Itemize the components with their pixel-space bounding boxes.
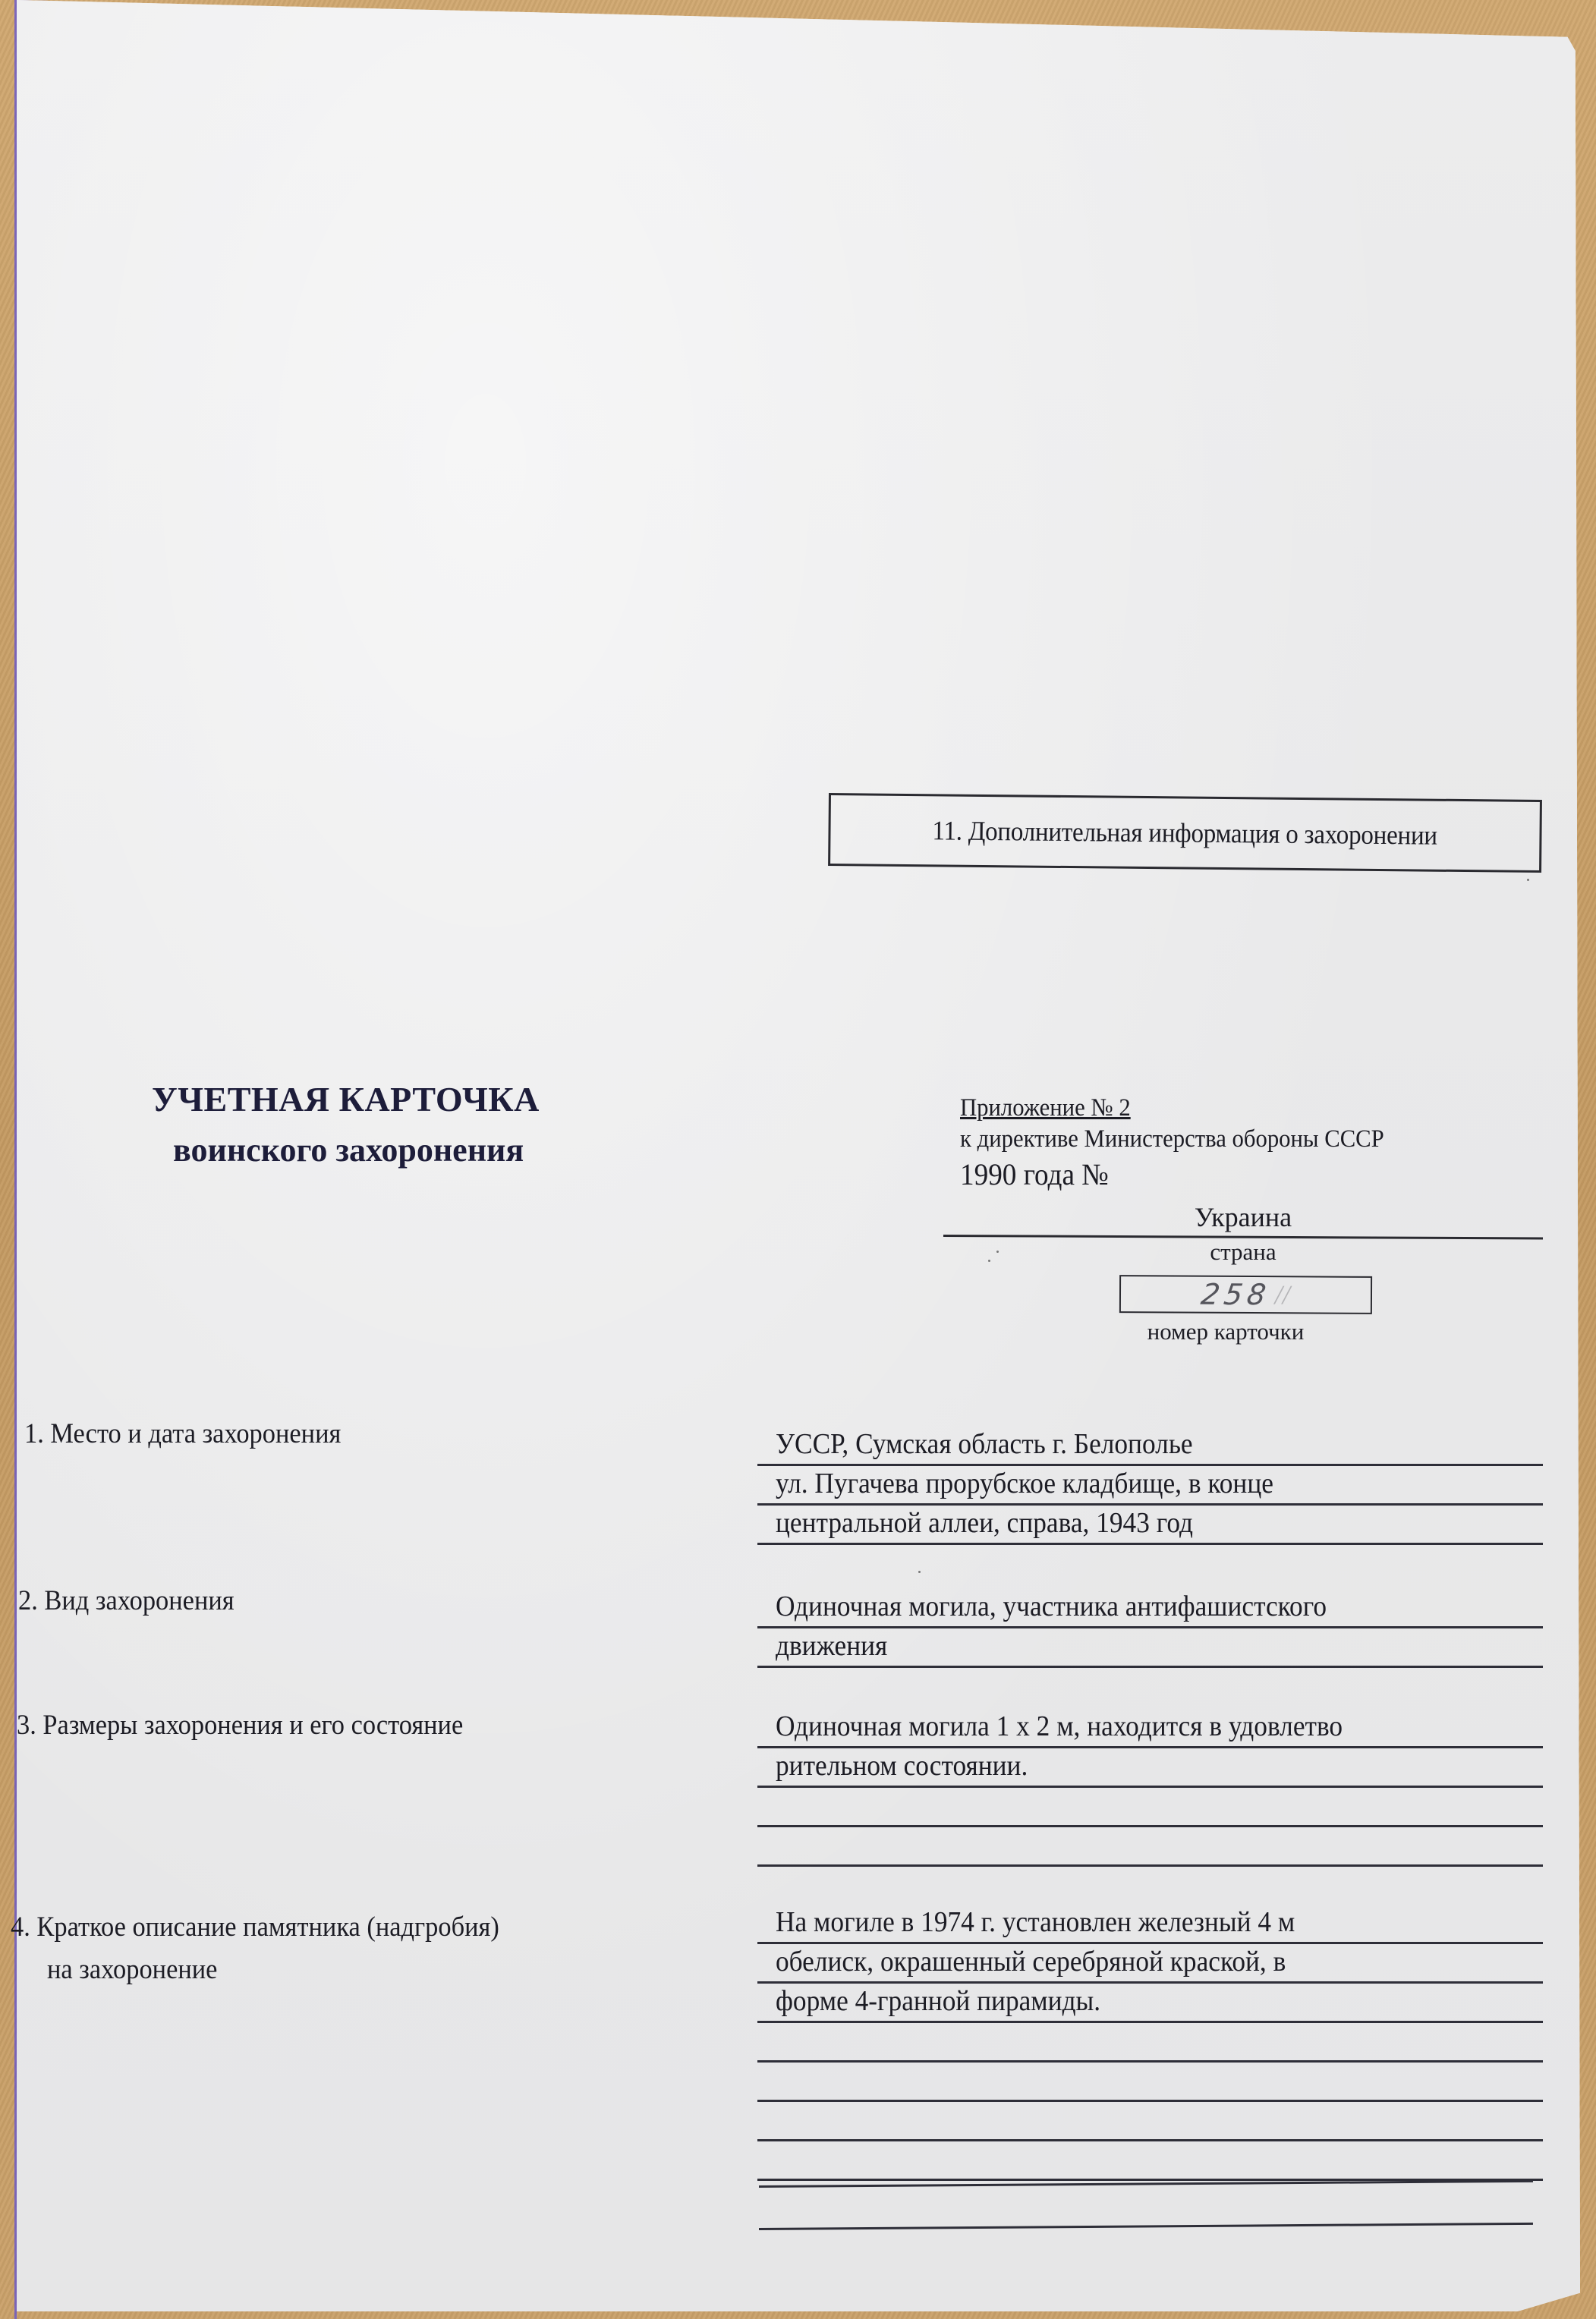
- section-1-label: 1. Место и дата захоронения: [24, 1418, 342, 1449]
- country-value: Украина: [1194, 1202, 1292, 1232]
- appendix-block: [960, 1093, 1384, 1194]
- blank-line: [759, 2223, 1533, 2230]
- appendix-year: 1990 года №: [960, 1156, 1109, 1191]
- section-4-label-cont: на захоронение: [47, 1954, 218, 1985]
- section-4-label: 4. Краткое описание памятника (надгробия): [11, 1912, 499, 1943]
- section-2-label: 2. Вид захоронения: [18, 1585, 235, 1616]
- section-3-line-blank: [757, 1827, 1543, 1867]
- section-3-field: [757, 1709, 1543, 1867]
- section-3-label: 3. Размеры захоронения и его состояние: [17, 1710, 464, 1741]
- section-4-line-blank: [757, 2063, 1543, 2102]
- section-3-line: рительном состоянии.: [757, 1748, 1543, 1788]
- section-1-field: [757, 1427, 1543, 1545]
- paper-speck: [918, 1571, 921, 1573]
- paper-left-edge: [14, 0, 17, 2319]
- card-number-handwritten: 258: [1199, 1277, 1273, 1312]
- section-1-line: УССР, Сумская область г. Белополье: [757, 1427, 1543, 1466]
- section-4-line: форме 4-гранной пирамиды.: [757, 1984, 1543, 2023]
- section-4-line: обелиск, окрашенный серебряной краской, в: [757, 1944, 1543, 1984]
- section-4-field: [757, 1905, 1543, 2181]
- section-11-box: [828, 793, 1542, 873]
- section-1-line: ул. Пугачева прорубское кладбище, в конце: [757, 1466, 1543, 1506]
- appendix-title: Приложение № 2: [960, 1094, 1131, 1122]
- section-3-line-blank: [757, 1788, 1543, 1827]
- country-caption: страна: [1210, 1238, 1276, 1265]
- section-4-line: На могиле в 1974 г. установлен железный 4 м: [757, 1905, 1543, 1944]
- card-number-pencil-strokes: //: [1274, 1279, 1290, 1311]
- section-4-line-blank: [757, 2102, 1543, 2141]
- paper-speck: [988, 1260, 990, 1262]
- card-number-field: [1119, 1275, 1372, 1314]
- bottom-blank-lines: [759, 2185, 1533, 2270]
- appendix-directive: к директиве Министерства обороны СССР: [960, 1125, 1384, 1153]
- card-subtitle: воинского захоронения: [173, 1131, 524, 1169]
- card-title: УЧЕТНАЯ КАРТОЧКА: [152, 1080, 540, 1119]
- section-11-label: 11. Дополнительная информация о захоронении: [932, 815, 1438, 851]
- card-number-caption: номер карточки: [1147, 1318, 1305, 1345]
- section-4-line-blank: [757, 2023, 1543, 2063]
- section-2-line: движения: [757, 1628, 1543, 1668]
- section-4-line-blank: [757, 2141, 1543, 2181]
- section-3-line: Одиночная могила 1 х 2 м, находится в удовлетво: [757, 1709, 1543, 1748]
- paper-speck: [996, 1251, 999, 1253]
- section-1-line: центральной аллеи, справа, 1943 год: [757, 1506, 1543, 1545]
- paper-speck: [1527, 879, 1529, 881]
- section-2-field: [757, 1589, 1543, 1668]
- section-2-line: Одиночная могила, участника антифашистского: [757, 1589, 1543, 1628]
